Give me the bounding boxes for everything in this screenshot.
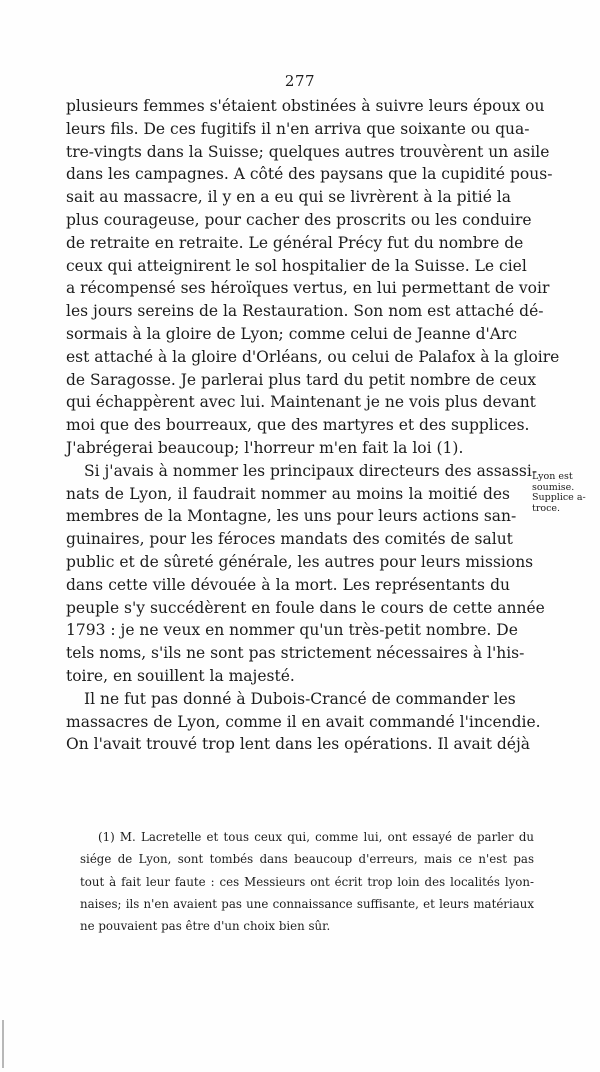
text-line: Si j'avais à nommer les principaux directeurs des assassi- — [84, 461, 538, 480]
text-line: de retraite en retraite. Le général Précy fut du nombre de — [66, 233, 524, 252]
text-line: J'abrégerai beaucoup; l'horreur m'en fait la loi (1). — [66, 438, 464, 457]
footnote-line: ne pouvaient pas être d'un choix bien sûr. — [80, 919, 331, 934]
footnote-line: naises; ils n'en avaient pas une connaissance suffisante, et leurs matériaux — [80, 896, 534, 911]
footnote — [80, 826, 534, 937]
text-line: tre-vingts dans la Suisse; quelques autres trouvèrent un asile — [66, 142, 550, 161]
text-line: sormais à la gloire de Lyon; comme celui de Jeanne d'Arc — [66, 324, 518, 343]
text-line: dans cette ville dévouée à la mort. Les représentants du — [66, 575, 510, 594]
text-line: membres de la Montagne, les uns pour leurs actions san- — [66, 507, 517, 526]
text-line: ceux qui atteignirent le sol hospitalier de la Suisse. Le ciel — [66, 256, 527, 275]
text-line: tels noms, s'ils ne sont pas strictement nécessaires à l'his- — [66, 644, 525, 663]
text-line: guinaires, pour les féroces mandats des comités de salut — [66, 530, 513, 549]
footnote-line: (1) M. Lacretelle et tous ceux qui, comme lui, ont essayé de parler du — [98, 830, 534, 844]
text-line: plusieurs femmes s'étaient obstinées à suivre leurs époux ou — [66, 97, 545, 115]
text-line: moi que des bourreaux, que des martyres et des supplices. — [66, 416, 530, 435]
text-line: public et de sûreté générale, les autres pour leurs missions — [66, 552, 534, 571]
text-line: nats de Lyon, il faudrait nommer au moins la moitié des — [66, 484, 510, 503]
footnote-line: siége de Lyon, sont tombés dans beaucoup d'erreurs, mais ce n'est pas — [80, 852, 534, 867]
page-number: 277 — [284, 72, 316, 90]
text-line: peuple s'y succédèrent en foule dans le cours de cette année — [66, 598, 545, 617]
text-line: massacres de Lyon, comme il en avait commandé l'incendie. — [66, 712, 541, 731]
text-line: de Saragosse. Je parlerai plus tard du petit nombre de ceux — [66, 370, 537, 389]
text-line: les jours sereins de la Restauration. Son nom est attaché dé- — [66, 302, 544, 321]
text-line: dans les campagnes. A côté des paysans que la cupidité pous- — [66, 165, 553, 184]
margin-note-line: Supplice a- — [532, 492, 586, 503]
text-line: Il ne fut pas donné à Dubois-Crancé de commander les — [84, 689, 516, 708]
margin-note — [532, 472, 596, 514]
text-line: toire, en souillent la majesté. — [66, 666, 295, 685]
text-line: 1793 : je ne veux en nommer qu'un très-petit nombre. De — [66, 621, 518, 640]
footnote-line: tout à fait leur faute : ces Messieurs ont écrit trop loin des localités lyon- — [80, 874, 534, 889]
text-line: plus courageuse, pour cacher des proscrits ou les conduire — [66, 210, 532, 229]
margin-note-line: Lyon est — [532, 471, 573, 482]
page-edge-mark — [2, 1020, 4, 1068]
text-line: est attaché à la gloire d'Orléans, ou celui de Palafox à la gloire — [66, 347, 560, 366]
text-line: On l'avait trouvé trop lent dans les opérations. Il avait déjà — [66, 735, 531, 754]
text-line: a récompensé ses héroïques vertus, en lui permettant de voir — [66, 279, 550, 298]
margin-note-line: soumise. — [532, 481, 575, 493]
text-line: leurs fils. De ces fugitifs il n'en arriva que soixante ou qua- — [66, 119, 530, 138]
margin-note-line: troce. — [532, 502, 561, 514]
text-line: qui échappèrent avec lui. Maintenant je ne vois plus devant — [66, 393, 536, 412]
text-line: sait au massacre, il y en a eu qui se livrèrent à la pitié la — [66, 188, 511, 207]
